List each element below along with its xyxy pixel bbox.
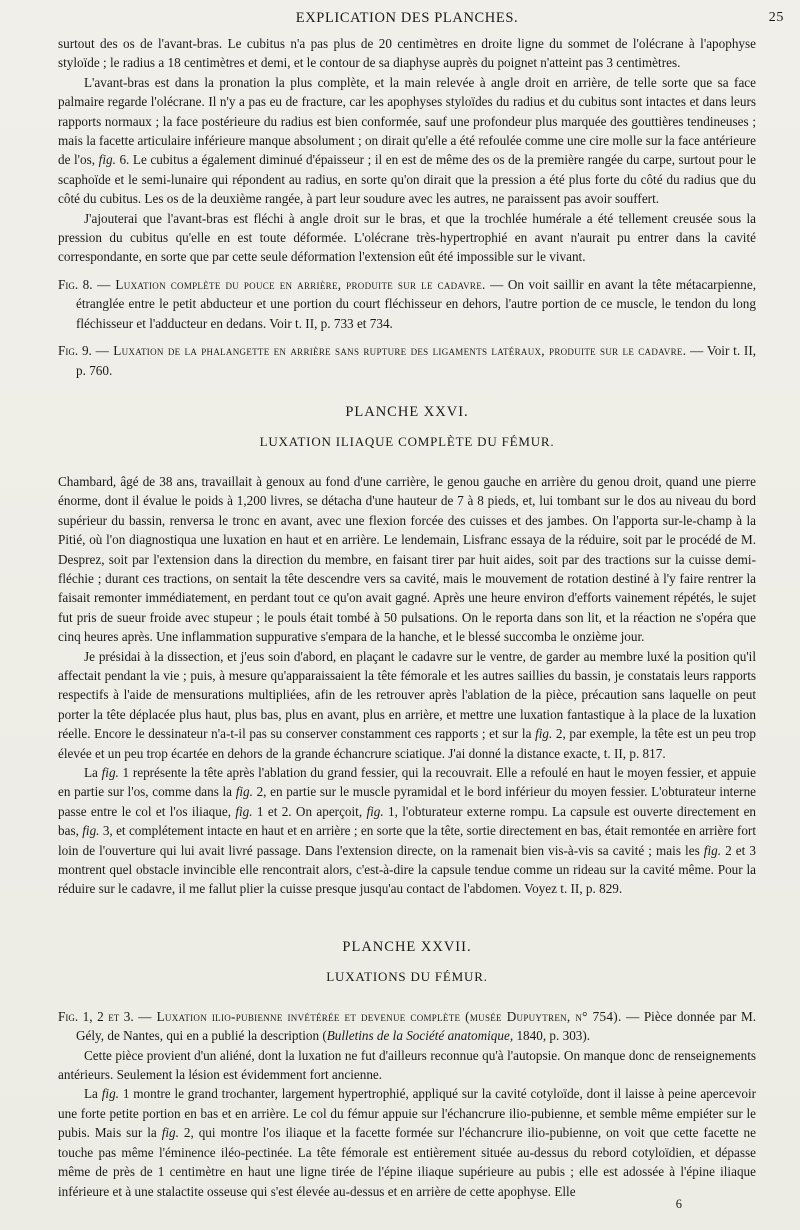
paragraph: Chambard, âgé de 38 ans, travaillait à genoux au fond d'une carrière, le genou gauche en arrière du genou droit, quand une pierre énorme, dont il évalue le poids à 1,200 livres, se détacha d'une hauteur de 7 à 8 pieds, et, lui tombant sur le dos au niveau du bord supérieur du bassin, renversa le tronc en avant, avec une flexion forcée des cuisses et des jambes. On l'apporta sur-le-champ à la Pitié, où l'on diagnostiqua une luxation en haut et en arrière. Le lendemain, Lisfranc essaya de la réduire, soit par le procédé de M. Desprez, soit par l'extension dans la direction du membre, en faisant tirer par huit aides, soit par des tractions sur la cuisse demi-fléchie ; durant ces tractions, on sentait la tête descendre vers sa cavité, mais le mouvement de rotation destiné à l'y faire rentrer la faisait remonter immédiatement, en perdant tout ce qu'on avait gagné. Après une heure environ d'efforts vainement répétés, le sujet fut pris de sueur froide avec stupeur ; le pouls était tombé à 50 pulsations. On le reporta dans son lit, et la réaction ne s'opéra que cinq heures après. Une inflammation suppurative s'empara de la hanche, et le blessé succomba le onzième jour. <box>58 473 756 645</box>
signature-mark: 6 <box>675 1197 682 1211</box>
paragraph: La fig. 1 représente la tête après l'ablation du grand fessier, qui la recouvrait. Elle a refoulé en haut le moyen fessier, et appuie en partie sur l'os, comme dans la fig. 2, en partie sur le muscle pyramidal et le bord inférieur du moyen fessier. L'obturateur interne passe entre le col et l'os iliaque, fig. 1 et 2. On aperçoit, fig. 1, l'obturateur externe rompu. La capsule est ouverte directement en bas, fig. 3, et complétement intacte en haut et en arrière ; en sorte que la tête, sortie directement en bas, était remontée en arrière fort loin de l'ouverture qui lui avait livré passage. Dans l'extension directe, on la ramenait bien vis-à-vis sa cavité ; mais les fig. 2 et 3 montrent quel obstacle invincible elle rencontrait alors, c'est-à-dire la capsule tendue comme un rideau sur la cavité même. Pour la réduire sur le cadavre, il me fallut plier la cuisse presque jusqu'au contact de l'abdomen. Voyez t. II, p. 829. <box>58 765 757 897</box>
running-head <box>58 10 784 34</box>
paragraph: Cette pièce provient d'un aliéné, dont la luxation ne fut d'ailleurs reconnue qu'à l'autopsie. On manque donc de renseignements antérieurs. Seulement la lésion est évidemment fort ancienne. <box>58 1047 756 1083</box>
figure-caption-fig1-3: Fig. 1, 2 et 3. — Luxation ilio-pubienne invétérée et devenue complète (musée Dupuytren, n° 754). — Pièce donnée par M. Gély, de Nantes, qui en a publié la description (Bulletins de la Société anatomique, 1840, p. 303). <box>58 1008 756 1044</box>
plate-title: PLANCHE XXVII. <box>342 938 472 955</box>
page-number: 25 <box>768 10 784 25</box>
paragraph: L'avant-bras est dans la pronation la plus complète, et la main relevée à angle droit en arrière, de telle sorte que sa face palmaire regarde l'olécrane. Il n'y a pas eu de fracture, car les apophyses styloïdes du radius et du cubitus sont intactes et dans leurs rapports normaux ; la face postérieure du radius est bien conformée, sauf une profondeur plus marquée des gouttières tendineuses ; mais la facette articulaire inférieure manque absolument ; on dirait qu'elle a été refoulée comme une cire molle sur la face antérieure de l'os, fig. 6. Le cubitus a également diminué d'épaisseur ; il en est de même des os de la première rangée du carpe, surtout pour le scaphoïde et le semi-lunaire qui répondent au radius, en sorte qu'on dirait que la pression a été plus forte du côté du radius que du côté du cubitus. Les os de la deuxième rangée, à part leur soudure avec les autres, ne paraissent pas avoir souffert. <box>58 74 757 207</box>
figure-caption-fig8: Fig. 8. — Luxation complète du pouce en arrière, produite sur le cadavre. — On voit saillir en avant la tête métacarpienne, étranglée entre le petit abducteur et une portion du court fléchisseur en dehors, l'autre portion de ce muscle, le tendon du long fléchisseur et l'adducteur en dedans. Voir t. II, p. 733 et 734. <box>58 276 757 331</box>
plate-title: PLANCHE XXVI. <box>345 403 469 420</box>
paragraph: surtout des os de l'avant-bras. Le cubitus n'a pas plus de 20 centimètres en droite ligne du sommet de l'olécrane à l'apophyse styloïde ; le radius a 18 centimètres et demi, et le contour de sa diaphyse auprès du poignet n'atteint pas 3 centimètres. <box>58 36 756 71</box>
plate-subtitle: LUXATIONS DU FÉMUR. <box>326 968 488 984</box>
paragraph: Je présidai à la dissection, et j'eus soin d'abord, en plaçant le cadavre sur le ventre, de garder au membre luxé la position qu'il affectait pendant la vie ; puis, à mesure qu'apparaissaient la tête fémorale et les autres saillies du bassin, je constatais leurs rapports respectifs à l'aide de mensurations multipliées, afin de les retrouver après l'ablation de la pièce, précaution sans laquelle on peut porter la tête déplacée plus haut, plus bas, plus en avant, plus en arrière, et mettre une luxation fantastique à la place de la luxation réelle. Encore le dessinateur n'a-t-il pas su conserver constamment ces rapports ; et sur la fig. 2, par exemple, la tête est un peu trop élevée et un peu trop écartée en dehors de la grande échancrure sciatique. J'ai donné la distance exacte, t. II, p. 817. <box>58 648 757 761</box>
figure-caption-fig9: Fig. 9. — Luxation de la phalangette en arrière sans rupture des ligaments latéraux, produite sur le cadavre. — Voir t. II, p. 760. <box>58 343 757 378</box>
paragraph: La fig. 1 montre le grand trochanter, largement hypertrophié, appliqué sur la cavité cotyloïde, dont il laisse à peine apercevoir une forte petite portion en bas et en arrière. Le col du fémur appuie sur l'échancrure ilio-pubienne, et semble même empiéter sur le pubis. Mais sur la fig. 2, qui montre l'os iliaque et la facette formée sur l'échancrure ilio-pubienne, on voit que cette facette ne touche pas même l'éminence iléo-pectinée. La tête fémorale est entièrement située au-dessus du rebord cotyloïdien, et dépasse même de près de 1 centimètre en haut une ligne tirée de l'épine iliaque supérieure au pubis ; elle est adossée à l'épine iliaque inférieure et à une stalactite osseuse qui s'est élevée au-dessus et en arrière de cette apophyse. Elle <box>58 1086 757 1199</box>
plate-subtitle: LUXATION ILIAQUE COMPLÈTE DU FÉMUR. <box>259 433 555 449</box>
paragraph: J'ajouterai que l'avant-bras est fléchi à angle droit sur le bras, et que la trochlée humérale a été tellement creusée sous la pression du cubitus qu'elle en est toute déformée. L'olécrane très-hypertrophié en avant n'aurait pu entrer dans la cavité correspondante, en sorte que par cette seule déformation l'extension eût été impossible sur le vivant. <box>58 210 756 265</box>
running-title: EXPLICATION DES PLANCHES. <box>295 10 519 26</box>
